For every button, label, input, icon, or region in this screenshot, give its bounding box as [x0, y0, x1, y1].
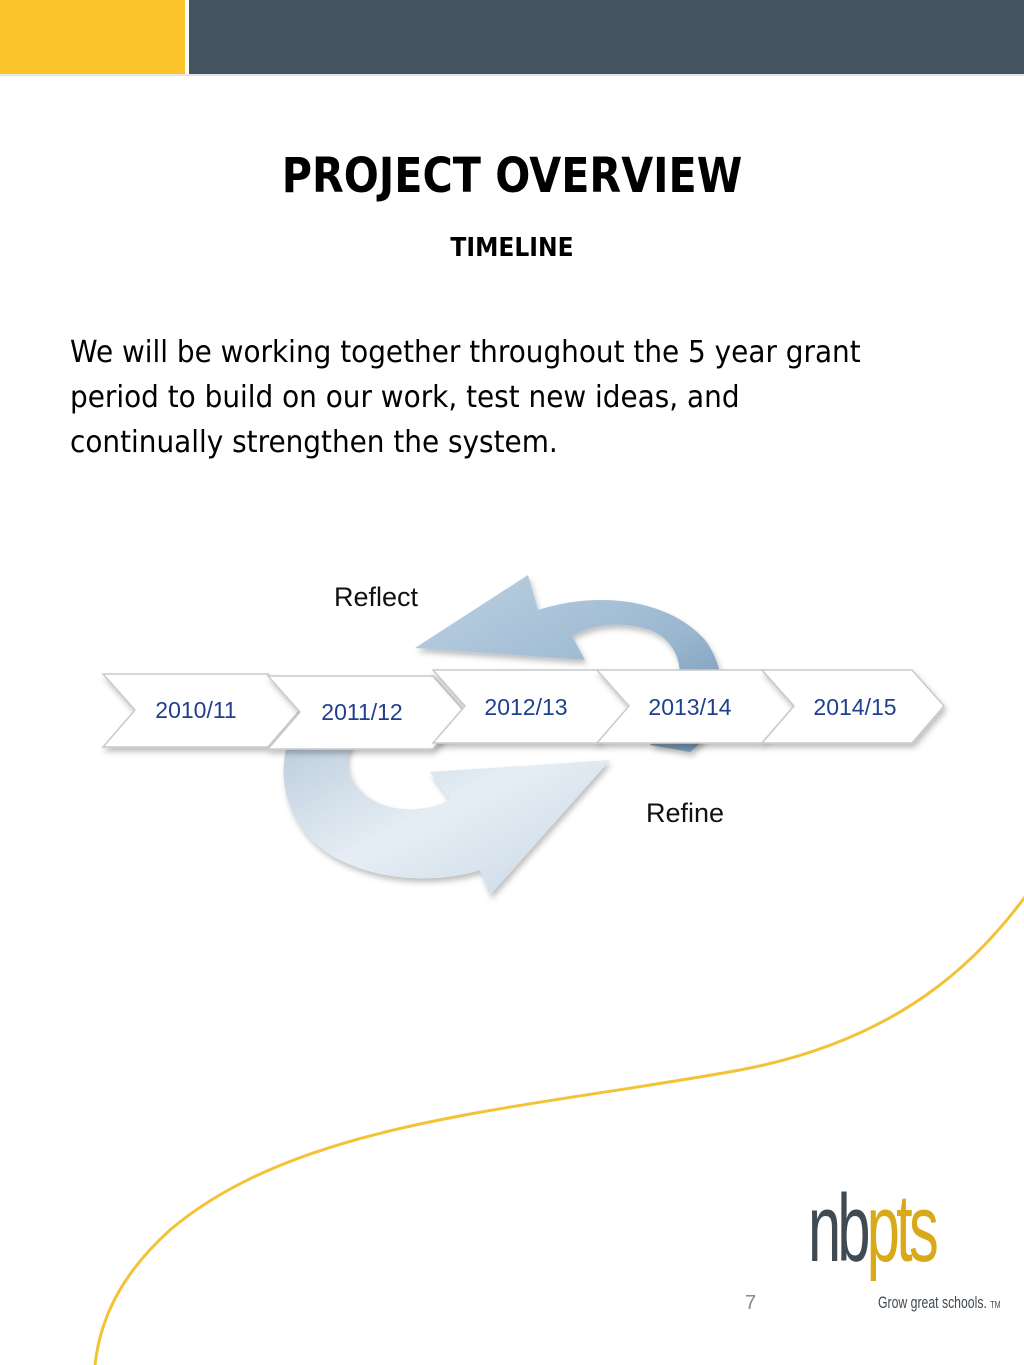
stage-label-1: 2010/11	[155, 697, 237, 723]
logo-tm: TM	[990, 1300, 1001, 1311]
reflect-label: Reflect	[334, 582, 419, 612]
header-bar	[189, 0, 1024, 74]
page-title: PROJECT OVERVIEW	[281, 148, 743, 204]
header-accent-bar	[0, 0, 185, 74]
stage-label-2: 2011/12	[321, 699, 403, 725]
stage-label-4: 2013/14	[648, 694, 732, 720]
page-subtitle: TIMELINE	[450, 233, 574, 263]
refine-label: Refine	[646, 798, 725, 828]
header-divider	[0, 74, 1024, 76]
timeline-cycle-diagram	[0, 540, 1024, 920]
nbpts-logo	[808, 1175, 1001, 1325]
logo-wordmark	[808, 1175, 936, 1282]
stage-label-3: 2012/13	[484, 694, 568, 720]
logo-nb: nb	[808, 1175, 867, 1282]
logo-tagline	[878, 1293, 1001, 1313]
page-number: 7	[745, 1292, 757, 1314]
logo-tagline-text: Grow great schools.	[878, 1293, 987, 1312]
logo-pts: pts	[866, 1175, 936, 1282]
stage-label-5: 2014/15	[813, 694, 897, 720]
intro-paragraph: We will be working together throughout the 5 year grant period to build on our work, test new ideas, and continually strengthen the system.	[70, 335, 861, 460]
